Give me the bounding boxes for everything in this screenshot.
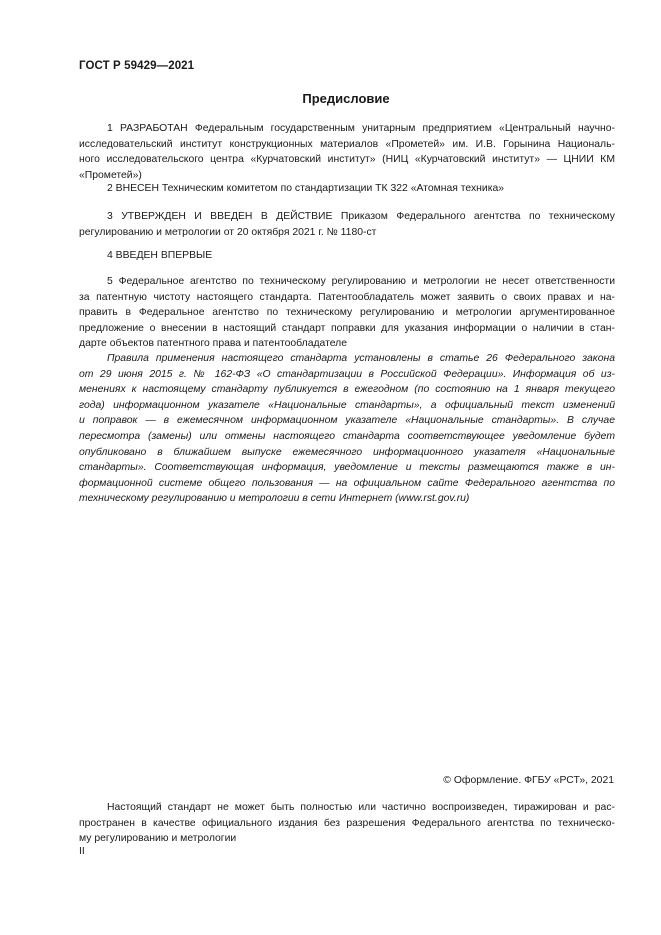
- text-line: формационной системе общего пользования — на официальном сайте Федерального агентства по: [79, 477, 615, 489]
- copyright: © Оформление. ФГБУ «РСТ», 2021: [443, 775, 614, 786]
- text-line: 5 Федеральное агентство по техническому регулированию и метрологии не несет ответственности: [107, 276, 615, 287]
- text-line: ного исследовательского центра «Курчатовский институт» (НИЦ «Курчатовский институт» — ЦНИИ КМ: [79, 154, 615, 166]
- text-line: пересмотра (замены) или отмены настоящего стандарта соответствующее уведомление будет: [79, 430, 615, 442]
- text-line: опубликовано в ближайшем выпуске ежемесячного информационного указателя «Национальные: [79, 446, 615, 458]
- text-line: от 29 июня 2015 г. № 162-ФЗ «О стандартизации в Российской Федерации». Информация об из-: [79, 368, 615, 380]
- text-line: 1 РАЗРАБОТАН Федеральным государственным унитарным предприятием «Центральный научно-: [107, 123, 615, 134]
- item-developed: [79, 121, 615, 183]
- text-line: 3 УТВЕРЖДЕН И ВВЕДЕН В ДЕЙСТВИЕ Приказом Федерального агентства по техническому: [107, 211, 615, 222]
- item-approved: [79, 209, 615, 240]
- item-patent-note: [79, 274, 615, 352]
- text-line: года) информационном указателе «Национальные стандарты», а официальный текст изменений: [79, 399, 615, 411]
- page-title: Предисловие: [302, 91, 390, 106]
- page-number: II: [79, 846, 85, 857]
- item-introduced: 2 ВНЕСЕН Техническим комитетом по стандартизации ТК 322 «Атомная техника»: [107, 183, 505, 194]
- text-line: и поправок — в ежемесячном информационном указателе «Национальные стандарты». В случае: [79, 415, 615, 427]
- text-line: Настоящий стандарт не может быть полностью или частично воспроизведен, тиражирован и рас-: [107, 802, 615, 813]
- reproduction-notice: [79, 800, 615, 847]
- text-line: му регулированию и метрологии: [79, 833, 237, 845]
- text-line: Правила применения настоящего стандарта установлены в статье 26 Федерального закона: [107, 353, 615, 364]
- text-line: менениях к настоящему стандарту публикуется в ежегодном (по состоянию на 1 января текущего: [79, 384, 615, 396]
- text-line: «Прометей»): [79, 169, 142, 181]
- rules-of-application-note: [79, 351, 615, 507]
- text-line: регулированию и метрологии от 20 октября 2021 г. № 1180-ст: [79, 226, 377, 238]
- text-line: дарте объектов патентного права и патентообладателе: [79, 338, 348, 350]
- standard-code: ГОСТ Р 59429—2021: [79, 60, 195, 72]
- text-line: стандарты». Соответствующая информация, уведомление и тексты размещаются также в ин-: [79, 462, 615, 474]
- text-line: исследовательский институт конструкционных материалов «Прометей» им. И.В. Горынина Националь-: [79, 138, 615, 150]
- text-line: техническому регулированию и метрологии в сети Интернет (www.rst.gov.ru): [79, 493, 470, 505]
- text-line: править в Федеральное агентство по техническому регулированию и метрологии аргументированное: [79, 307, 615, 319]
- item-first-introduced: 4 ВВЕДЕН ВПЕРВЫЕ: [107, 250, 213, 261]
- text-line: пространен в качестве официального издания без разрешения Федерального агентства по техническо-: [79, 817, 615, 829]
- text-line: за патентную чистоту настоящего стандарта. Патентообладатель может заявить о своих правах и на-: [79, 291, 615, 303]
- text-line: предложение о внесении в настоящий стандарт поправки для указания информации о наличии в стан-: [79, 322, 615, 334]
